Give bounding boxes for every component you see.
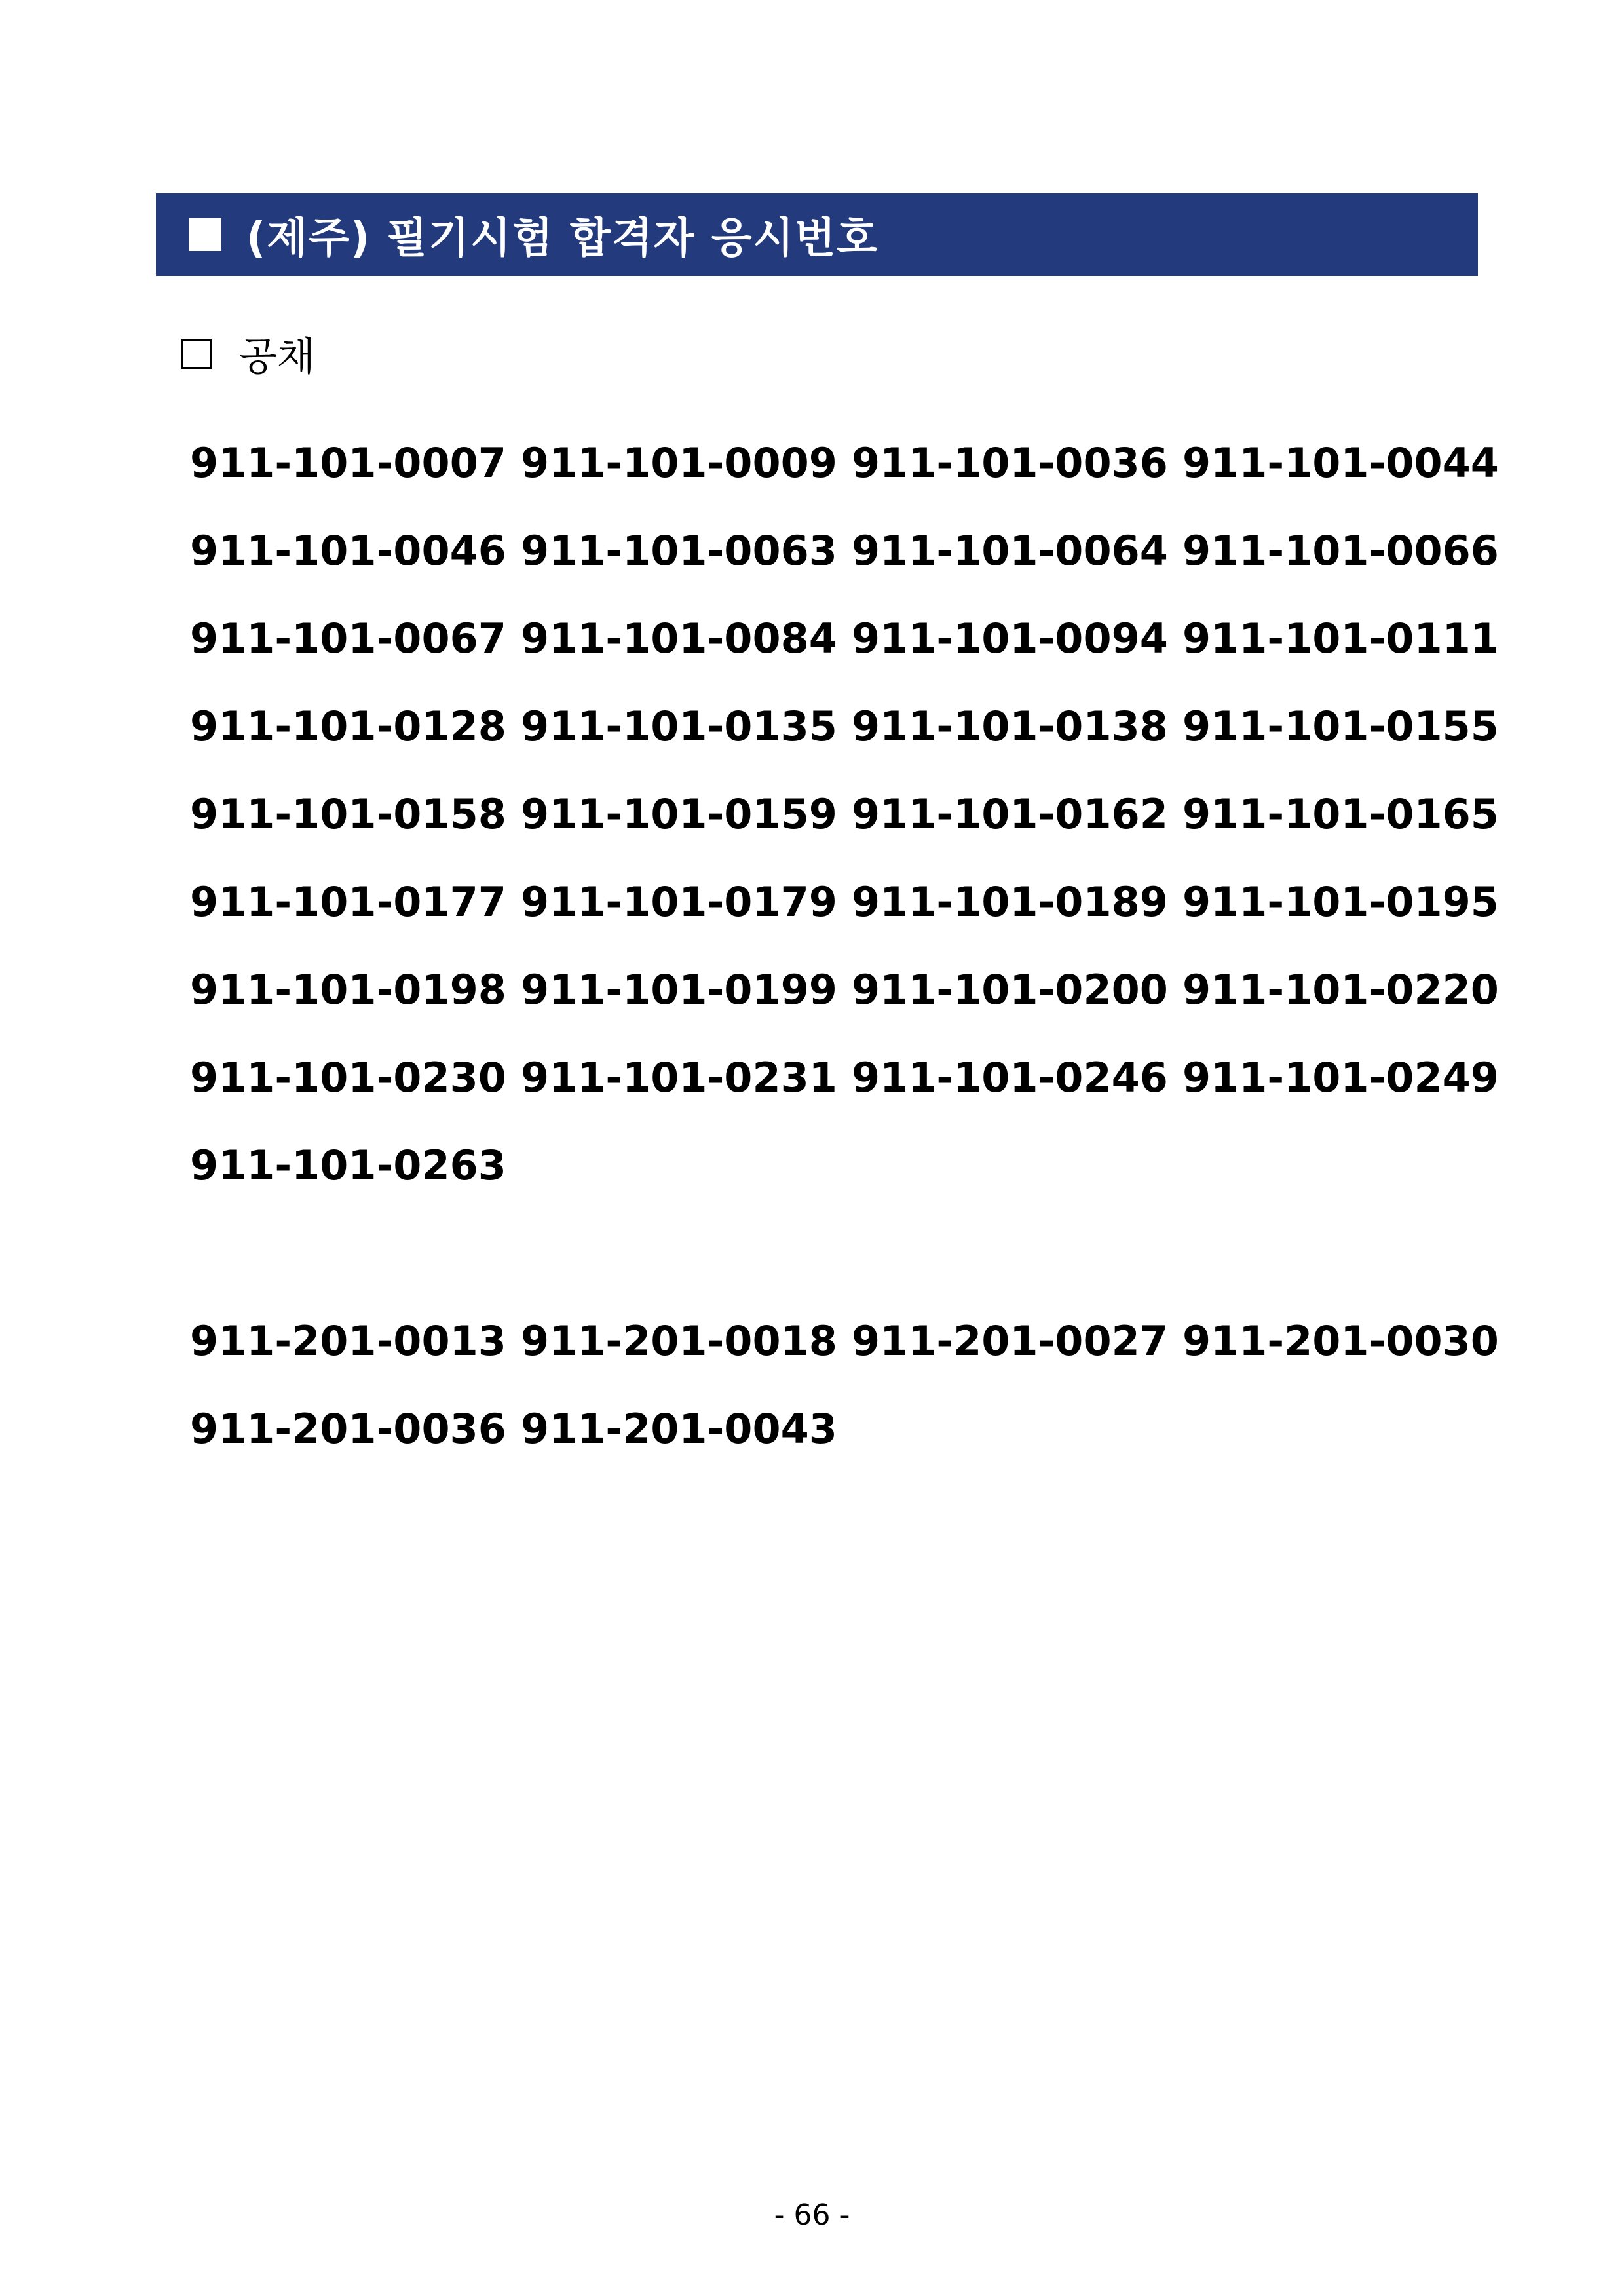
exam-number: 911-201-0013: [190, 1317, 506, 1365]
subsection-label: 공채: [239, 334, 315, 380]
exam-number: 911-101-0009: [521, 439, 837, 487]
exam-number-list-201: [190, 1297, 1513, 1473]
exam-number: 911-201-0027: [852, 1317, 1168, 1365]
page-number: - 66 -: [774, 2198, 850, 2232]
exam-number: 911-101-0111: [1182, 615, 1499, 662]
exam-number: 911-101-0195: [1182, 878, 1499, 926]
subsection-header: [181, 328, 315, 380]
exam-number: 911-101-0063: [521, 527, 837, 575]
exam-number: 911-101-0044: [1182, 439, 1499, 487]
exam-number: 911-101-0177: [190, 878, 506, 926]
exam-number: 911-101-0249: [1182, 1054, 1499, 1101]
exam-number: 911-201-0036: [190, 1405, 506, 1453]
exam-number: 911-101-0158: [190, 790, 506, 838]
exam-number: 911-101-0094: [852, 615, 1168, 662]
exam-number: 911-101-0064: [852, 527, 1168, 575]
checkbox-icon: [181, 339, 212, 369]
exam-number: 911-101-0263: [190, 1141, 506, 1189]
square-bullet-icon: [189, 218, 221, 251]
exam-number: 911-101-0007: [190, 439, 506, 487]
exam-number: 911-101-0230: [190, 1054, 506, 1101]
exam-number: 911-101-0155: [1182, 702, 1499, 750]
exam-number: 911-101-0128: [190, 702, 506, 750]
exam-number: 911-101-0231: [521, 1054, 837, 1101]
exam-number: 911-201-0043: [521, 1405, 837, 1453]
exam-number: 911-201-0018: [521, 1317, 837, 1365]
exam-number: 911-101-0084: [521, 615, 837, 662]
exam-number: 911-101-0246: [852, 1054, 1168, 1101]
exam-number: 911-101-0138: [852, 702, 1168, 750]
exam-number: 911-101-0199: [521, 966, 837, 1014]
exam-number: 911-101-0159: [521, 790, 837, 838]
exam-number: 911-201-0030: [1182, 1317, 1499, 1365]
exam-number: 911-101-0165: [1182, 790, 1499, 838]
exam-number: 911-101-0036: [852, 439, 1168, 487]
exam-number: 911-101-0135: [521, 702, 837, 750]
section-title-bar: [156, 193, 1478, 276]
exam-number: 911-101-0162: [852, 790, 1168, 838]
exam-number: 911-101-0179: [521, 878, 837, 926]
exam-number: 911-101-0220: [1182, 966, 1499, 1014]
exam-number: 911-101-0189: [852, 878, 1168, 926]
exam-number: 911-101-0067: [190, 615, 506, 662]
exam-number: 911-101-0046: [190, 527, 506, 575]
exam-number: 911-101-0198: [190, 966, 506, 1014]
exam-number: 911-101-0200: [852, 966, 1168, 1014]
exam-number: 911-101-0066: [1182, 527, 1499, 575]
section-title: (제주) 필기시험 합격자 응시번호: [246, 214, 879, 263]
exam-number-list-101: [190, 419, 1513, 1210]
